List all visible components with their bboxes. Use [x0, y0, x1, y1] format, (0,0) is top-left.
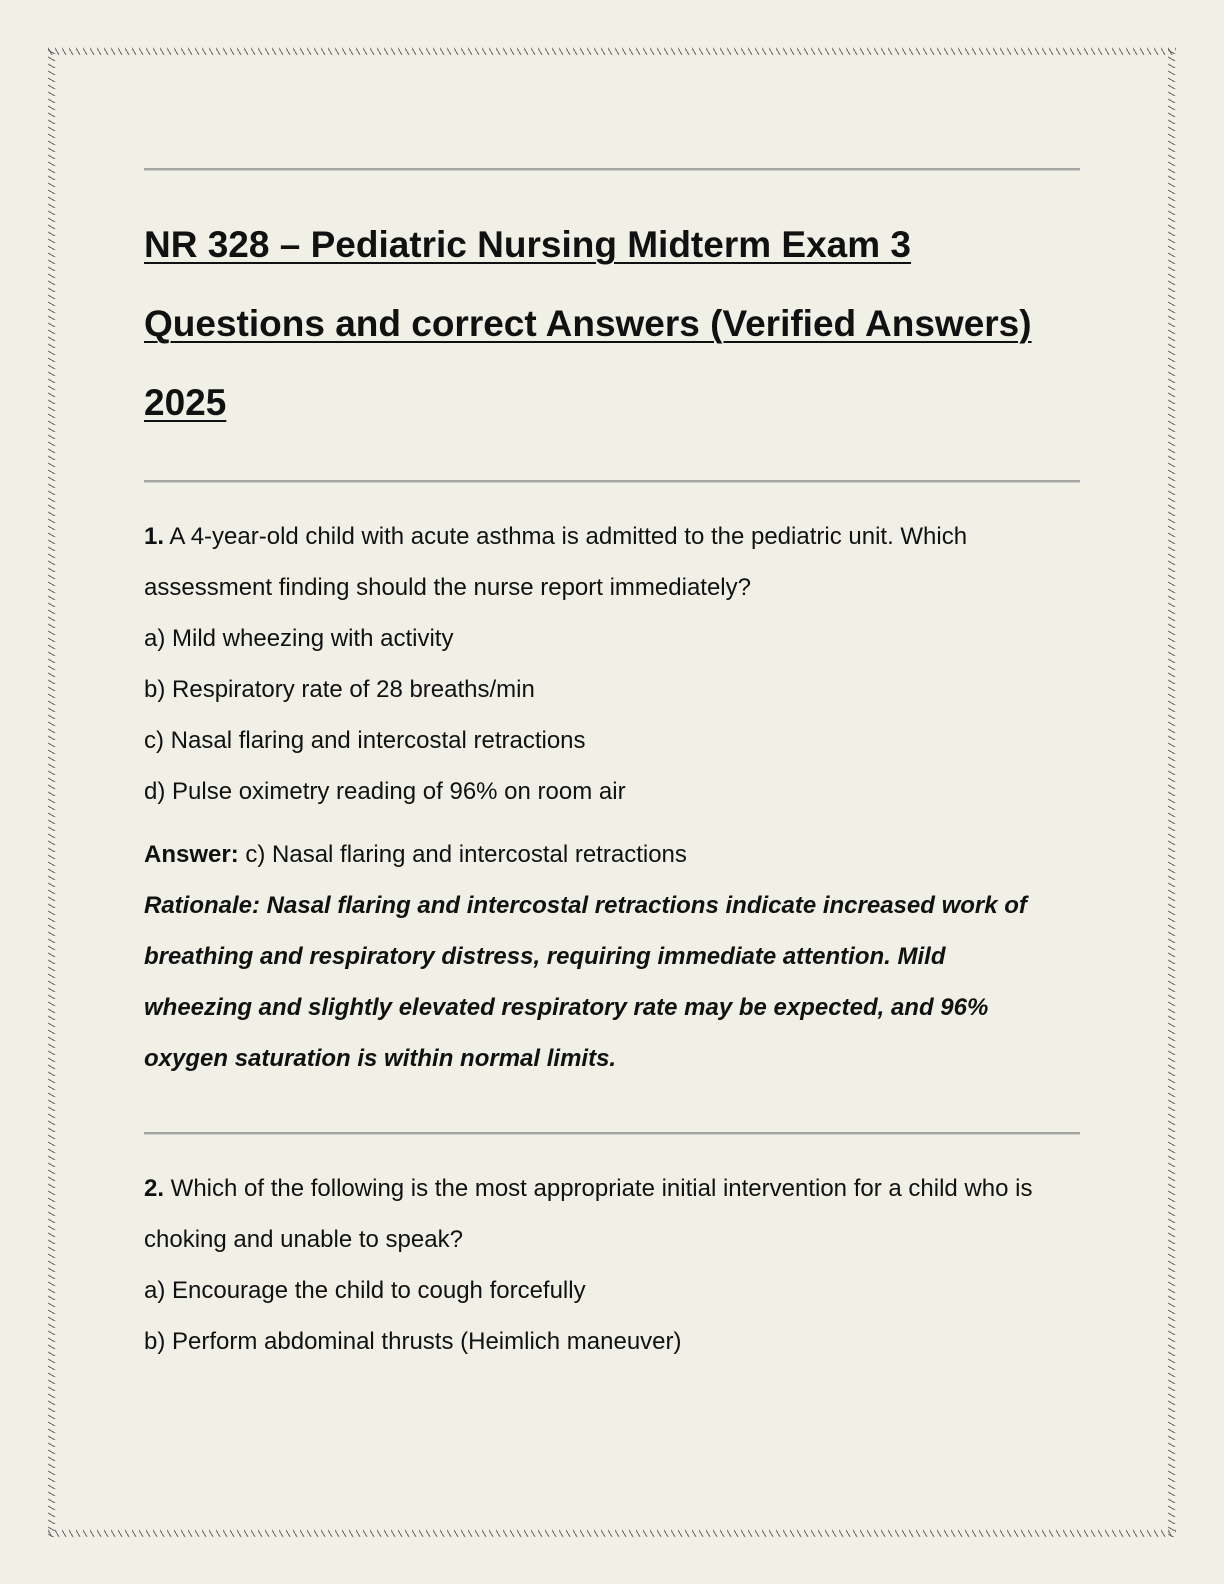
border-right — [1168, 47, 1176, 1537]
question-2 — [144, 1163, 1080, 1367]
question-2-text: Which of the following is the most appropriate initial intervention for a child who is choking and unable to speak? — [144, 1175, 1033, 1253]
question-1-text: A 4-year-old child with acute asthma is admitted to the pediatric unit. Which assessment finding should the nurse report immediately? — [144, 523, 968, 601]
title-line-1: NR 328 – Pediatric Nursing Midterm Exam 3 — [144, 224, 911, 265]
title-line-2: Questions and correct Answers (Verified Answers) — [144, 303, 1032, 344]
question-2-stem — [144, 1163, 1080, 1265]
divider-top — [144, 168, 1080, 171]
document-title — [144, 205, 1080, 442]
border-top — [48, 47, 1176, 55]
divider-between-questions — [144, 1132, 1080, 1135]
question-1-option-d: d) Pulse oximetry reading of 96% on room air — [144, 778, 626, 805]
border-bottom — [48, 1529, 1176, 1537]
question-2-option-b: b) Perform abdominal thrusts (Heimlich maneuver) — [144, 1328, 682, 1355]
answer-text: c) Nasal flaring and intercostal retractions — [238, 841, 687, 868]
question-1-rationale: Rationale: Nasal flaring and intercostal retractions indicate increased work of breathing and respiratory distress, requiring immediate attention. Mild wheezing and slightly elevated respiratory rate may be expected, and 96% oxygen saturation is within normal limits. — [144, 892, 1027, 1072]
question-1-option-b: b) Respiratory rate of 28 breaths/min — [144, 676, 535, 703]
question-1 — [144, 511, 1080, 817]
question-1-stem — [144, 511, 1080, 613]
question-1-answer — [144, 829, 1080, 880]
question-1-number: 1. — [144, 523, 165, 550]
divider-after-title — [144, 480, 1080, 483]
question-1-option-a: a) Mild wheezing with activity — [144, 625, 454, 652]
title-line-3: 2025 — [144, 382, 227, 423]
answer-label: Answer: — [144, 841, 239, 868]
question-1-option-c: c) Nasal flaring and intercostal retractions — [144, 727, 586, 754]
question-2-option-a: a) Encourage the child to cough forcefully — [144, 1277, 586, 1304]
question-2-number: 2. — [144, 1175, 165, 1202]
border-left — [48, 47, 56, 1537]
document-content — [144, 168, 1080, 1367]
